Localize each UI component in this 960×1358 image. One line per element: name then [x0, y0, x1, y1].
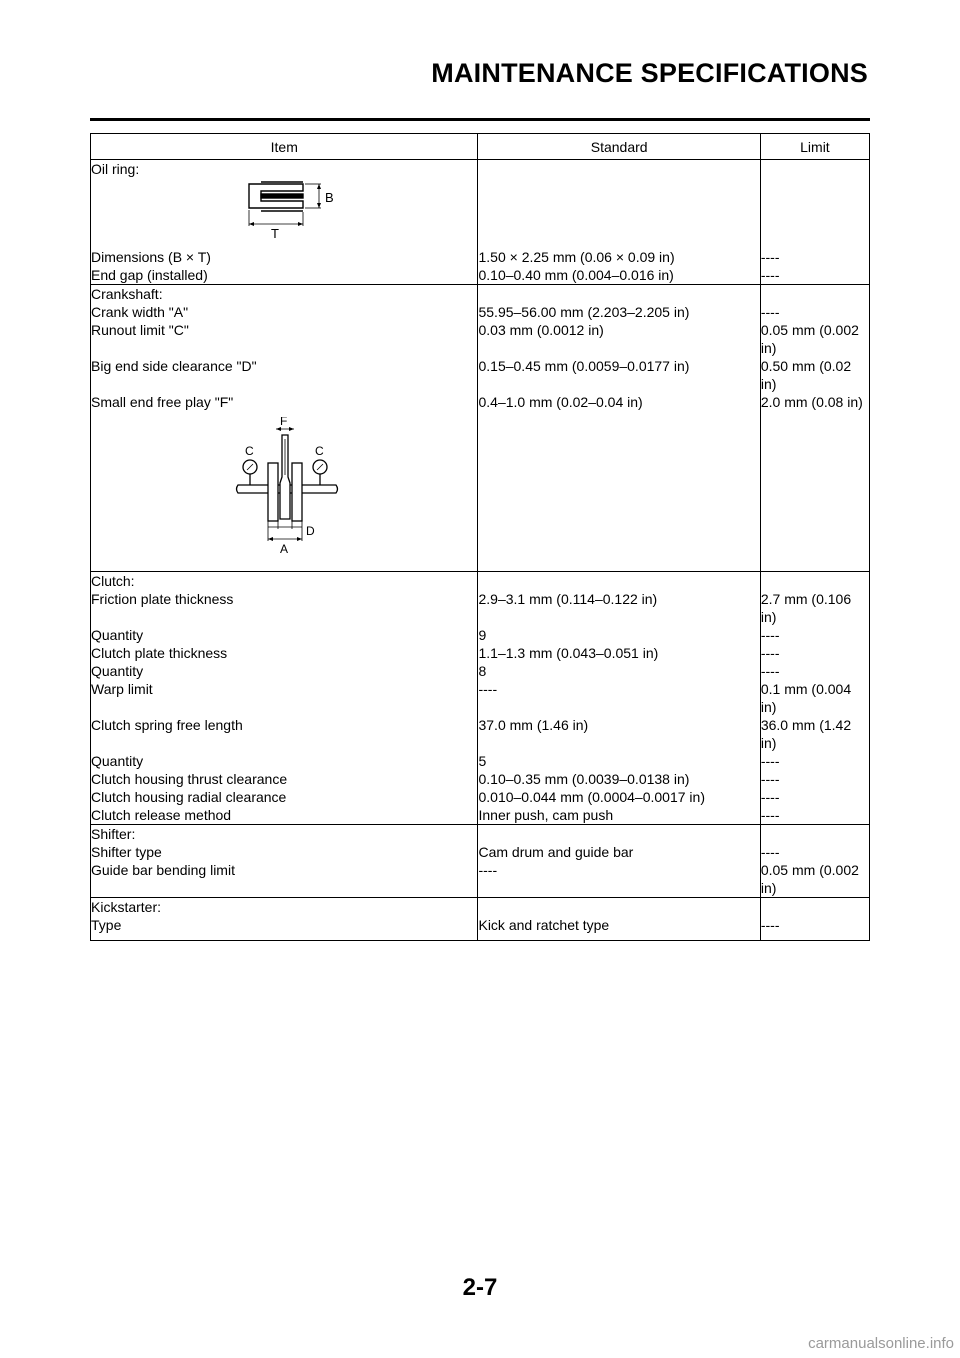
cell-limit: ----: [760, 662, 869, 680]
cell-limit: ----: [760, 303, 869, 321]
cell-item: Quantity: [91, 752, 478, 770]
title-rule: [90, 118, 870, 121]
watermark: carmanualsonline.info: [808, 1335, 954, 1352]
cell-limit: 36.0 mm (1.42 in): [760, 716, 869, 752]
cell-limit: ----: [760, 788, 869, 806]
cell-limit: ----: [760, 266, 869, 285]
cell-item: Shifter type: [91, 843, 478, 861]
oil-ring-label: Oil ring:: [91, 160, 478, 179]
group-label-row: [91, 825, 870, 844]
table-row: [91, 626, 870, 644]
cell-standard: ----: [478, 680, 760, 716]
cell-standard: 8: [478, 662, 760, 680]
cell-item: End gap (installed): [91, 266, 478, 285]
table-row: [91, 590, 870, 626]
cell-limit: 0.1 mm (0.004 in): [760, 680, 869, 716]
cell-standard: 1.50 × 2.25 mm (0.06 × 0.09 in): [478, 248, 760, 266]
cell-standard: 0.4–1.0 mm (0.02–0.04 in): [478, 393, 760, 411]
cell-limit: ----: [760, 806, 869, 825]
figure-label-c-right: C: [315, 444, 324, 458]
table-row: [91, 662, 870, 680]
oil-ring-diagram: [239, 180, 379, 240]
cell-item: Clutch plate thickness: [91, 644, 478, 662]
figure-row: [91, 178, 870, 248]
table-row: [91, 770, 870, 788]
table-row: [91, 752, 870, 770]
table-row: [91, 861, 870, 898]
table-row: [91, 266, 870, 285]
cell-limit: ----: [760, 644, 869, 662]
cell-item: Guide bar bending limit: [91, 861, 478, 898]
crankshaft-figure: [91, 411, 478, 572]
cell-standard: 5: [478, 752, 760, 770]
table-row: [91, 357, 870, 393]
column-header-standard: Standard: [478, 134, 760, 160]
shifter-label: Shifter:: [91, 825, 478, 844]
cell-standard: 2.9–3.1 mm (0.114–0.122 in): [478, 590, 760, 626]
table-row: [91, 916, 870, 941]
cell-standard: 37.0 mm (1.46 in): [478, 716, 760, 752]
cell-item: Clutch housing radial clearance: [91, 788, 478, 806]
figure-label-d: D: [306, 524, 315, 538]
cell-limit: 0.05 mm (0.002 in): [760, 861, 869, 898]
figure-label-t: T: [271, 226, 279, 240]
figure-row: [91, 411, 870, 572]
cell-standard: 0.15–0.45 mm (0.0059–0.0177 in): [478, 357, 760, 393]
cell-limit: 0.05 mm (0.002 in): [760, 321, 869, 357]
figure-label-a: A: [280, 542, 289, 556]
cell-limit: ----: [760, 248, 869, 266]
cell-standard: Kick and ratchet type: [478, 916, 760, 941]
cell-item: Clutch spring free length: [91, 716, 478, 752]
column-header-limit: Limit: [760, 134, 869, 160]
cell-standard: 0.10–0.35 mm (0.0039–0.0138 in): [478, 770, 760, 788]
figure-label-f: F: [280, 417, 288, 428]
cell-standard: 0.10–0.40 mm (0.004–0.016 in): [478, 266, 760, 285]
group-label-row: [91, 898, 870, 917]
cell-limit: ----: [760, 626, 869, 644]
figure-label-c-left: C: [245, 444, 254, 458]
cell-item: Warp limit: [91, 680, 478, 716]
cell-limit: ----: [760, 916, 869, 941]
cell-item: Type: [91, 916, 478, 941]
page-number: 2-7: [462, 1274, 498, 1301]
cell-item: Clutch release method: [91, 806, 478, 825]
cell-standard: 1.1–1.3 mm (0.043–0.051 in): [478, 644, 760, 662]
cell-item: Small end free play "F": [91, 393, 478, 411]
spec-table: [90, 133, 870, 941]
cell-item: Big end side clearance "D": [91, 357, 478, 393]
cell-limit: 2.0 mm (0.08 in): [760, 393, 869, 411]
cell-limit: 0.50 mm (0.02 in): [760, 357, 869, 393]
cell-item: Dimensions (B × T): [91, 248, 478, 266]
cell-limit: ----: [760, 843, 869, 861]
table-row: [91, 644, 870, 662]
page-title: MAINTENANCE SPECIFICATIONS: [431, 58, 868, 88]
cell-item: Friction plate thickness: [91, 590, 478, 626]
table-row: [91, 321, 870, 357]
group-label-row: [91, 160, 870, 179]
table-row: [91, 680, 870, 716]
cell-item: Quantity: [91, 626, 478, 644]
table-row: [91, 248, 870, 266]
cell-limit: ----: [760, 770, 869, 788]
table-row: [91, 393, 870, 411]
clutch-label: Clutch:: [91, 572, 478, 591]
cell-item: Quantity: [91, 662, 478, 680]
cell-standard: 0.010–0.044 mm (0.0004–0.0017 in): [478, 788, 760, 806]
cell-item: Clutch housing thrust clearance: [91, 770, 478, 788]
figure-label-b: B: [325, 190, 334, 205]
cell-standard: 55.95–56.00 mm (2.203–2.205 in): [478, 303, 760, 321]
table-row: [91, 303, 870, 321]
group-label-row: [91, 285, 870, 304]
cell-standard: 9: [478, 626, 760, 644]
table-header-row: [91, 134, 870, 160]
cell-limit: 2.7 mm (0.106 in): [760, 590, 869, 626]
cell-limit: ----: [760, 752, 869, 770]
group-label-row: [91, 572, 870, 591]
cell-standard: Cam drum and guide bar: [478, 843, 760, 861]
table-row: [91, 716, 870, 752]
column-header-item: Item: [91, 134, 478, 160]
cell-standard: Inner push, cam push: [478, 806, 760, 825]
cell-standard: ----: [478, 861, 760, 898]
kickstarter-label: Kickstarter:: [91, 898, 478, 917]
table-row: [91, 806, 870, 825]
table-row: [91, 843, 870, 861]
oil-ring-figure: [91, 178, 478, 248]
cell-item: Crank width "A": [91, 303, 478, 321]
cell-standard: 0.03 mm (0.0012 in): [478, 321, 760, 357]
crankshaft-diagram: [234, 417, 344, 557]
crankshaft-label: Crankshaft:: [91, 285, 478, 304]
cell-item: Runout limit "C": [91, 321, 478, 357]
table-row: [91, 788, 870, 806]
